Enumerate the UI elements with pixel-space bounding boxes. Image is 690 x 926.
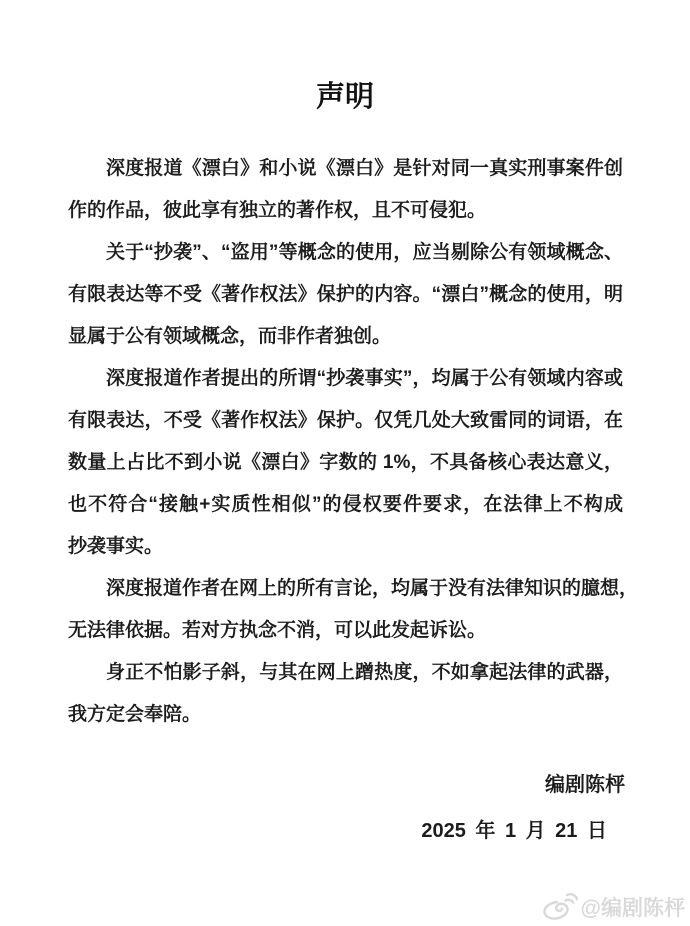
text-line: 作的作品，彼此享有独立的著作权，且不可侵犯。: [68, 200, 487, 221]
text-line: 我方定会奉陪。: [68, 704, 202, 725]
paragraph: [68, 358, 623, 568]
document-body: [68, 148, 639, 736]
paragraph: [68, 232, 623, 358]
text-line: 有限表达等不受《著作权法》保护的内容。“漂白”概念的使用，明: [68, 284, 623, 305]
weibo-logo-icon: [542, 893, 578, 922]
text-line: 也不符合“接触+实质性相似”的侵权要件要求，在法律上不构成: [68, 494, 623, 515]
watermark-text: @编剧陈枰: [580, 897, 685, 920]
paragraph: [68, 652, 623, 736]
text-line: 深度报道作者提出的所谓“抄袭事实”，均属于公有领域内容或: [106, 368, 623, 389]
text-line: 深度报道《漂白》和小说《漂白》是针对同一真实刑事案件创: [106, 158, 623, 179]
text-line: 抄袭事实。: [68, 536, 164, 557]
text-line: 关于“抄袭”、“盗用”等概念的使用，应当剔除公有领域概念、: [106, 242, 623, 263]
text-line: 深度报道作者在网上的所有言论，均属于没有法律知识的臆想，: [106, 578, 639, 599]
signature-date: 2025 年 1 月 21 日: [421, 820, 607, 842]
text-line: 数量上占比不到小说《漂白》字数的 1%，不具备核心表达意义，: [68, 452, 623, 473]
paragraph: [68, 568, 639, 652]
document-title: 声明: [315, 81, 374, 113]
watermark: [542, 892, 685, 922]
signature-author: 编剧陈枰: [545, 774, 625, 796]
text-line: 显属于公有领域概念，而非作者独创。: [68, 326, 392, 347]
text-line: 有限表达，不受《著作权法》保护。仅凭几处大致雷同的词语，在: [68, 410, 623, 431]
paragraph: [68, 148, 623, 232]
text-line: 无法律依据。若对方执念不消，可以此发起诉讼。: [68, 620, 487, 641]
text-line: 身正不怕影子斜，与其在网上蹭热度，不如拿起法律的武器，: [106, 662, 623, 683]
